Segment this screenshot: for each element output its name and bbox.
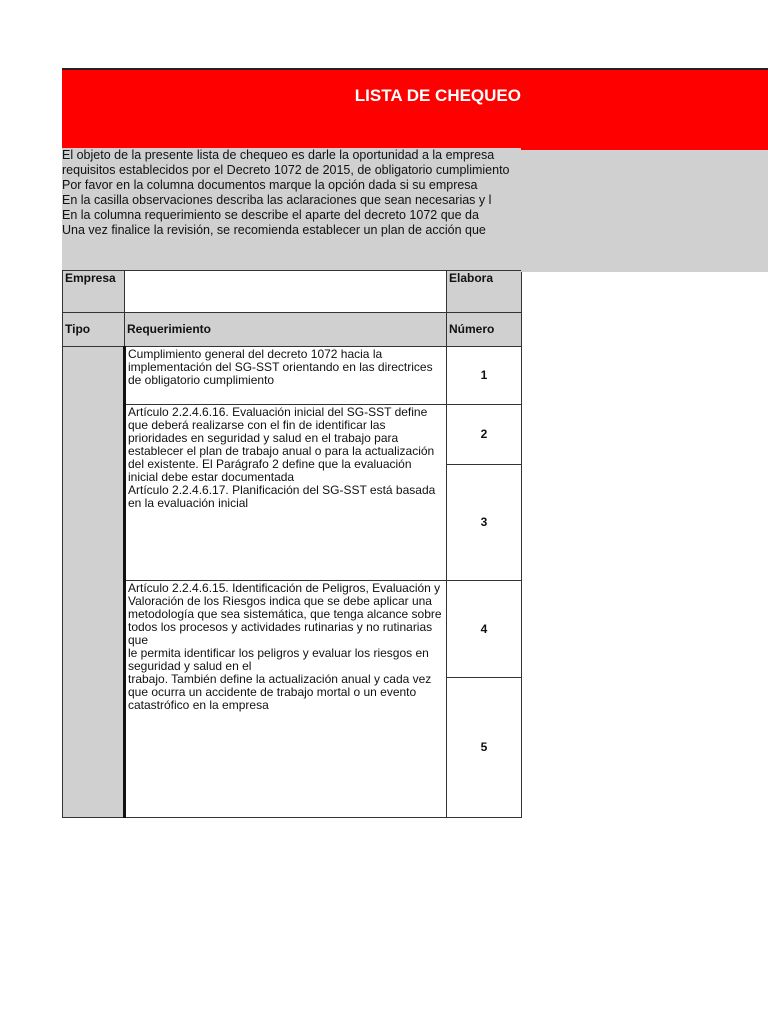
number-cell: 1 — [447, 347, 522, 405]
col-header-numero: Número — [447, 313, 522, 347]
requirement-cell: Artículo 2.2.4.6.16. Evaluación inicial del SG-SST define que deberá realizarse con el fin de identificar las prioridades en seguridad y salud en el trabajo para establecer el plan de trabajo anual o para la actualización del existente. El Parágrafo 2 define que la evaluación inicial debe estar documentada Artículo 2.2.4.6.17. Planificación del SG-SST está basada en la evaluación inicial — [125, 405, 447, 581]
intro-line: En la casilla observaciones describa las aclaraciones que sean necesarias y l — [62, 193, 492, 207]
table-row — [63, 347, 522, 405]
col-header-tipo: Tipo — [63, 313, 125, 347]
empresa-row — [63, 271, 522, 313]
empresa-label: Empresa — [63, 271, 125, 313]
number-cell: 4 — [447, 581, 522, 678]
col-header-requerimiento: Requerimiento — [125, 313, 447, 347]
intro-text-block — [62, 148, 521, 270]
sheet-title: LISTA DE CHEQUEO — [354, 86, 521, 105]
intro-line: En la columna requerimiento se describe el aparte del decreto 1072 que da — [62, 208, 479, 222]
checklist-table — [62, 270, 522, 818]
number-cell: 5 — [447, 678, 522, 818]
table-row — [63, 581, 522, 678]
requirement-cell: Cumplimiento general del decreto 1072 hacia la implementación del SG-SST orientando en las directrices de obligatorio cumplimiento — [125, 347, 447, 405]
intro-line: El objeto de la presente lista de chequeo es darle la oportunidad a la empresa — [62, 148, 495, 162]
table-row — [63, 405, 522, 465]
column-header-row — [63, 313, 522, 347]
number-cell: 2 — [447, 405, 522, 465]
intro-line: Por favor en la columna documentos marque la opción dada si su empresa — [62, 178, 478, 192]
title-bar-right-extension — [521, 70, 768, 150]
intro-line: Una vez finalice la revisión, se recomienda establecer un plan de acción que — [62, 223, 486, 237]
elabora-label: Elabora — [447, 271, 522, 313]
number-cell: 3 — [447, 465, 522, 581]
empresa-value-cell[interactable] — [125, 271, 447, 313]
tipo-cell — [63, 347, 125, 818]
intro-line: requisitos establecidos por el Decreto 1072 de 2015, de obligatorio cumplimiento — [62, 163, 510, 177]
requirement-cell: Artículo 2.2.4.6.15. Identificación de Peligros, Evaluación y Valoración de los Riesgos indica que se debe aplicar una metodología que sea sistemática, que tenga alcance sobre todos los procesos y actividades rutinarias y no rutinarias que le permita identificar los peligros y evaluar los riesgos en seguridad y salud en el trabajo. También define la actualización anual y cada vez que ocurra un accidente de trabajo mortal o un evento catastrófico en la empresa — [125, 581, 447, 818]
intro-panel-right-extension — [521, 150, 768, 272]
